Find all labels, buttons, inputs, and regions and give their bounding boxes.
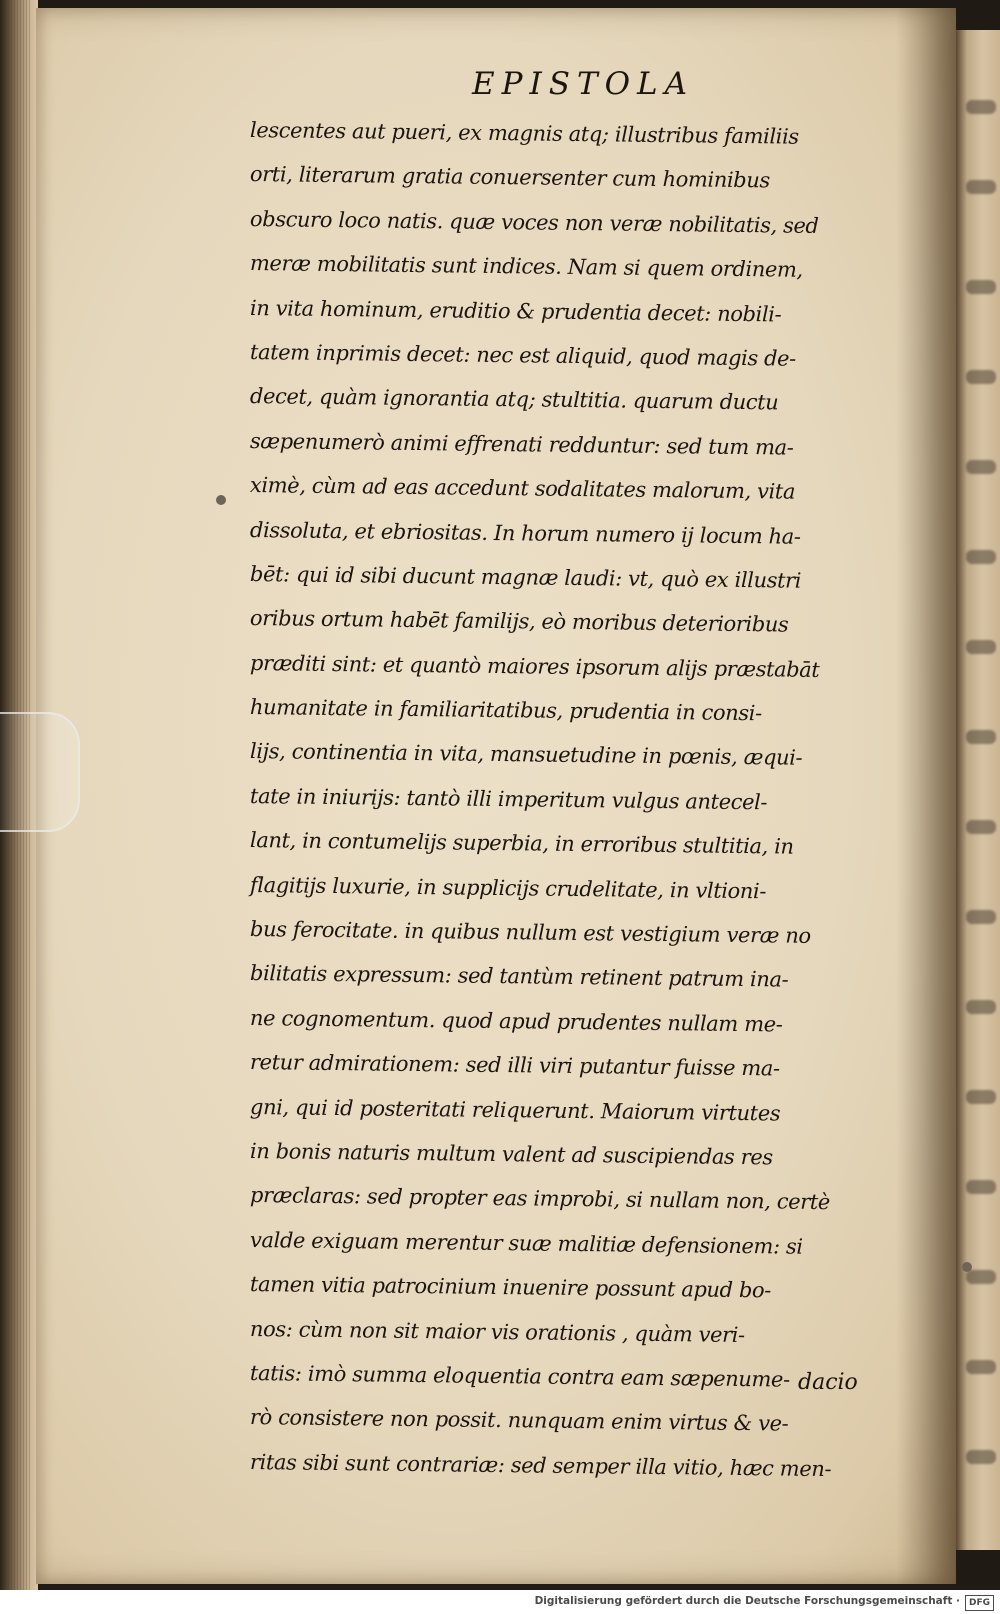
text-line: lescentes aut pueri, ex magnis atq; illustribus familiis <box>249 118 799 149</box>
text-line: nos: cùm non sit maior vis orationis , quàm veri- <box>249 1316 745 1347</box>
running-header: EPISTOLA <box>472 66 695 102</box>
text-line: ximè, cùm ad eas accedunt sodalitates malorum, vita <box>249 473 796 504</box>
next-page-edge <box>956 30 1000 1550</box>
bleed-text-mark <box>966 370 996 384</box>
bleed-text-mark <box>966 1360 996 1374</box>
page-blemish <box>216 495 226 505</box>
text-line: tatis: imò summa eloquentia contra eam sæpenume- <box>249 1360 790 1392</box>
bleed-text-mark <box>966 280 996 294</box>
page-clip-holder <box>0 712 80 832</box>
digitization-footer <box>0 1590 1000 1614</box>
body-text <box>250 108 910 1484</box>
text-line: bēt: qui id sibi ducunt magnæ laudi: vt, quò ex illustri <box>249 561 802 593</box>
text-line: gni, qui id posteritati reliquerunt. Maiorum virtutes <box>249 1094 781 1126</box>
text-line: valde exiguam merentur suæ malitiæ defensionem: si <box>249 1227 803 1259</box>
bleed-text-mark <box>966 100 996 114</box>
catchword: dacio <box>798 1370 858 1395</box>
text-line: humanitate in familiaritatibus, prudentia in consi- <box>249 695 762 726</box>
text-line: retur admirationem: sed illi viri putantur fuisse ma- <box>249 1050 780 1081</box>
funding-credit: Digitalisierung gefördert durch die Deutsche Forschungsgemeinschaft · <box>534 1595 960 1607</box>
text-line: præditi sint: et quantò maiores ipsorum alijs præstabāt <box>249 650 820 682</box>
text-line: ritas sibi sunt contrariæ: sed semper illa vitio, hæc men- <box>249 1449 832 1481</box>
text-line: bus ferocitate. in quibus nullum est vestigium veræ no <box>249 917 811 948</box>
text-line: in vita hominum, eruditio & prudentia decet: nobili- <box>249 295 782 327</box>
text-line: obscuro loco natis. quæ voces non veræ nobilitatis, sed <box>249 206 819 238</box>
text-line: tate in iniurijs: tantò illi imperitum vulgus antecel- <box>249 783 768 815</box>
bleed-text-mark <box>966 1270 996 1284</box>
page-blemish <box>962 1262 972 1272</box>
text-line: in bonis naturis multum valent ad suscipiendas res <box>249 1138 773 1170</box>
bleed-text-mark <box>966 730 996 744</box>
text-line: oribus ortum habēt familijs, eò moribus deterioribus <box>249 606 789 637</box>
text-line: bilitatis expressum: sed tantùm retinent patrum ina- <box>249 961 789 992</box>
text-line: præclaras: sed propter eas improbi, si nullam non, certè <box>249 1183 831 1215</box>
text-line: orti, literarum gratia conuersenter cum hominibus <box>249 162 770 193</box>
bleed-text-mark <box>966 180 996 194</box>
bleed-text-mark <box>966 550 996 564</box>
text-line: tamen vitia patrocinium inuenire possunt apud bo- <box>249 1272 772 1303</box>
text-line: flagitijs luxurie, in supplicijs crudelitate, in vltioni- <box>249 872 767 903</box>
bleed-text-mark <box>966 1450 996 1464</box>
text-line: tatem inprimis decet: nec est aliquid, quod magis de- <box>249 339 796 371</box>
text-line: ne cognomentum. quod apud prudentes nullam me- <box>249 1005 783 1037</box>
bleed-text-mark <box>966 640 996 654</box>
text-line: rò consistere non possit. nunquam enim virtus & ve- <box>249 1405 789 1436</box>
bleed-text-mark <box>966 460 996 474</box>
text-line: lant, in contumelijs superbia, in erroribus stultitia, in <box>249 828 794 859</box>
bleed-text-mark <box>966 910 996 924</box>
bleed-text-mark <box>966 1180 996 1194</box>
bleed-text-mark <box>966 1090 996 1104</box>
bleed-text-mark <box>966 1000 996 1014</box>
text-line: decet, quàm ignorantia atq; stultitia. quarum ductu <box>249 384 779 415</box>
text-line: sæpenumerò animi effrenati redduntur: sed tum ma- <box>249 428 794 460</box>
text-line: dissoluta, et ebriositas. In horum numero ij locum ha- <box>249 517 801 549</box>
dfg-logo: DFG <box>965 1595 994 1611</box>
text-line: meræ mobilitatis sunt indices. Nam si quem ordinem, <box>249 251 803 282</box>
bleed-text-mark <box>966 820 996 834</box>
text-line: lijs, continentia in vita, mansuetudine in pœnis, æqui- <box>249 739 803 771</box>
